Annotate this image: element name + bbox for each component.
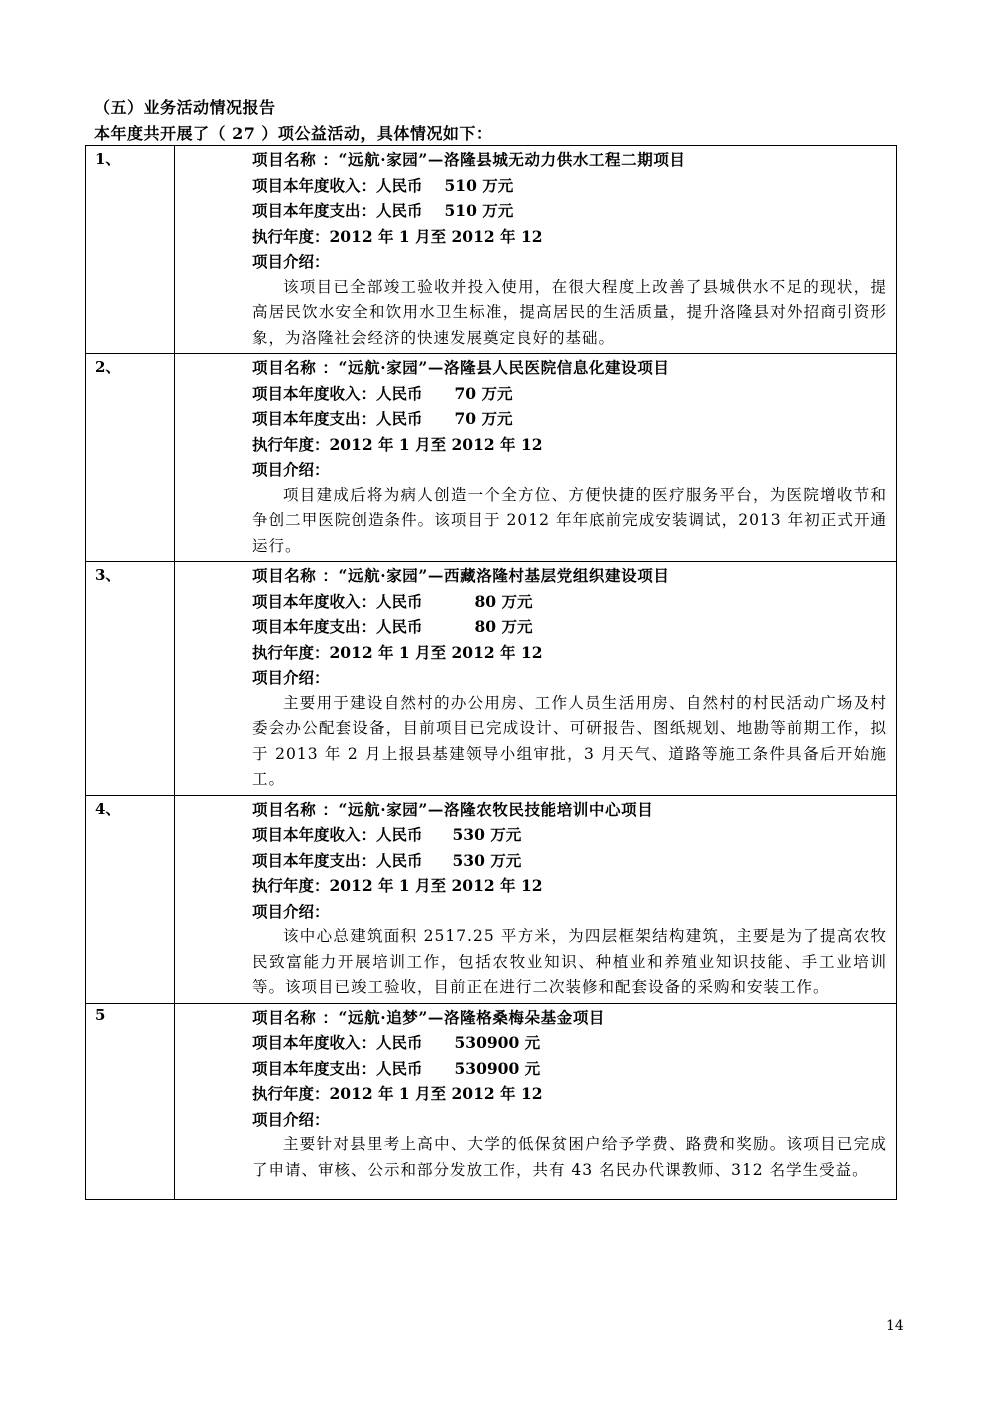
project-number: 1、	[86, 146, 175, 354]
income-amount: 80 万元	[474, 591, 533, 611]
table-row	[86, 146, 897, 354]
project-period: 执行年度：2012 年 1 月至 2012 年 12	[252, 876, 543, 895]
projects-table	[85, 145, 897, 1200]
expense-amount: 70 万元	[454, 409, 513, 428]
project-name: 项目名称 ：“远航·家园”—洛隆县城无动力供水工程二期项目	[252, 150, 686, 169]
project-number: 4、	[86, 795, 175, 1003]
income-label: 项目本年度收入：人民币	[252, 1033, 423, 1052]
page-number: 14	[886, 1318, 904, 1334]
project-income	[252, 381, 887, 407]
project-expense	[252, 848, 887, 874]
project-expense	[252, 406, 887, 432]
project-income	[252, 1030, 887, 1056]
income-amount: 530900 元	[454, 1033, 541, 1052]
intro-label: 项目介绍：	[252, 252, 330, 271]
expense-amount: 80 万元	[474, 617, 533, 636]
project-intro: 项目建成后将为病人创造一个全方位、方便快捷的医疗服务平台，为医院增收节和争创二甲医院创造条件。该项目于 2012 年年底前完成安装调试，2013 年初正式开通运行。	[252, 485, 887, 555]
income-label: 项目本年度收入：人民币	[252, 825, 423, 844]
income-amount: 530 万元	[452, 825, 522, 844]
project-income	[252, 822, 887, 848]
project-period: 执行年度：2012 年 1 月至 2012 年 12	[252, 642, 543, 662]
table-row	[86, 795, 897, 1003]
expense-amount: 510 万元	[444, 201, 514, 220]
income-amount: 70 万元	[454, 383, 513, 403]
project-details	[175, 354, 897, 562]
project-name: 项目名称 ：“远航·家园”—西藏洛隆村基层党组织建设项目	[252, 566, 670, 585]
project-expense	[252, 1056, 887, 1082]
project-name: 项目名称 ：“远航·家园”—洛隆农牧民技能培训中心项目	[252, 799, 654, 819]
expense-label: 项目本年度支出：人民币	[252, 409, 423, 428]
expense-label: 项目本年度支出：人民币	[252, 617, 423, 636]
expense-amount: 530 万元	[452, 850, 522, 870]
intro-label: 项目介绍：	[252, 668, 330, 687]
table-row	[86, 1003, 897, 1200]
table-row	[86, 354, 897, 562]
table-row	[86, 562, 897, 796]
project-intro: 该项目已全部竣工验收并投入使用，在很大程度上改善了县城供水不足的现状，提高居民饮水安全和饮用水卫生标准，提高居民的生活质量，提升洛隆县对外招商引资形象，为洛隆社会经济的快速发展奠定良好的基础。	[252, 277, 887, 347]
project-income	[252, 173, 887, 199]
project-expense	[252, 614, 887, 640]
project-details	[175, 146, 897, 354]
project-income	[252, 589, 887, 615]
project-period: 执行年度：2012 年 1 月至 2012 年 12	[252, 1084, 543, 1103]
expense-label: 项目本年度支出：人民币	[252, 850, 423, 870]
income-label: 项目本年度收入：人民币	[252, 591, 423, 611]
expense-label: 项目本年度支出：人民币	[252, 201, 423, 220]
project-details	[175, 562, 897, 796]
intro-label: 项目介绍：	[252, 460, 330, 479]
income-label: 项目本年度收入：人民币	[252, 383, 423, 403]
project-number: 3、	[86, 562, 175, 796]
project-period: 执行年度：2012 年 1 月至 2012 年 12	[252, 226, 543, 246]
project-name: 项目名称 ：“远航·家园”—洛隆县人民医院信息化建设项目	[252, 358, 670, 377]
intro-label: 项目介绍：	[252, 1109, 330, 1129]
project-number: 5	[86, 1003, 175, 1200]
income-label: 项目本年度收入：人民币	[252, 175, 423, 195]
project-period: 执行年度：2012 年 1 月至 2012 年 12	[252, 434, 543, 454]
expense-label: 项目本年度支出：人民币	[252, 1058, 423, 1078]
project-details	[175, 1003, 897, 1200]
project-number: 2、	[86, 354, 175, 562]
intro-label: 项目介绍：	[252, 901, 330, 921]
project-intro: 主要用于建设自然村的办公用房、工作人员生活用房、自然村的村民活动广场及村委会办公配套设备，目前项目已完成设计、可研报告、图纸规划、地勘等前期工作，拟于 2013 年 2 月上报县基建领导小组审批，3 月天气、道路等施工条件具备后开始施工。	[252, 693, 887, 788]
income-amount: 510 万元	[444, 175, 514, 195]
expense-amount: 530900 元	[454, 1058, 541, 1078]
project-expense	[252, 198, 887, 224]
project-intro: 该中心总建筑面积 2517.25 平方米，为四层框架结构建筑，主要是为了提高农牧民致富能力开展培训工作，包括农牧业知识、种植业和养殖业知识技能、手工业培训等。该项目已竣工验收，目前正在进行二次装修和配套设备的采购和安装工作。	[252, 927, 887, 996]
project-intro: 主要针对县里考上高中、大学的低保贫困户给予学费、路费和奖励。该项目已完成了申请、审核、公示和部分发放工作，共有 43 名民办代课教师、312 名学生受益。	[252, 1135, 887, 1179]
project-name: 项目名称 ：“远航·追梦”—洛隆格桑梅朵基金项目	[252, 1007, 606, 1027]
section-heading: （五）业务活动情况报告	[94, 98, 276, 117]
activity-summary: 本年度共开展了（ 27 ）项公益活动，具体情况如下：	[94, 124, 493, 143]
project-details	[175, 795, 897, 1003]
